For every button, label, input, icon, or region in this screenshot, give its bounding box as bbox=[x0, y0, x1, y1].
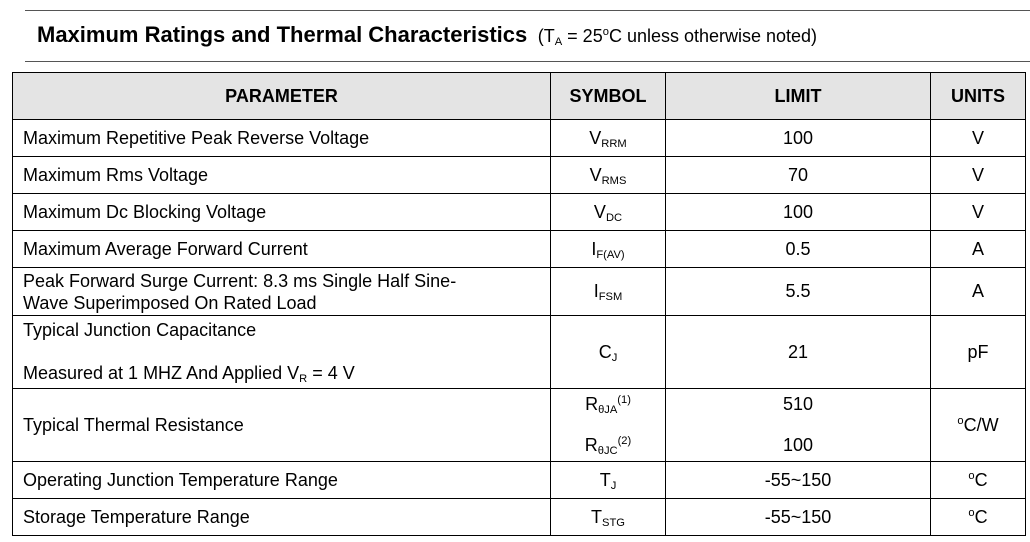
table-row bbox=[13, 462, 1026, 499]
unit-cell: pF bbox=[931, 316, 1026, 389]
table-row bbox=[13, 316, 1026, 389]
symbol-cell: $V_{RRM}$ bbox=[551, 120, 666, 157]
limit-cell: 100 bbox=[666, 120, 931, 157]
param-cell: Operating Junction Temperature Range bbox=[13, 462, 551, 499]
limit-cell: 5.5 bbox=[666, 268, 931, 316]
unit-cell: V bbox=[931, 194, 1026, 231]
symbol-cell: $I_{FSM}$ bbox=[551, 268, 666, 316]
table-row bbox=[13, 194, 1026, 231]
unit-cell: A bbox=[931, 268, 1026, 316]
limit-cell: 70 bbox=[666, 157, 931, 194]
unit-cell: $^o$C bbox=[931, 462, 1026, 499]
param-cell: Storage Temperature Range bbox=[13, 499, 551, 536]
header-units: UNITS bbox=[931, 73, 1026, 120]
symbol-cell: $R_{\theta JA}^{(1)}$ $R_{\theta JC}^{(2)}$ bbox=[551, 389, 666, 462]
symbol-cell: $T_J$ bbox=[551, 462, 666, 499]
symbol-cell: $V_{DC}$ bbox=[551, 194, 666, 231]
param-cell: Maximum Rms Voltage bbox=[13, 157, 551, 194]
header-parameter: PARAMETER bbox=[13, 73, 551, 120]
unit-cell: $^o$C bbox=[931, 499, 1026, 536]
title-condition-note: ($T_A = 25^oC$ unless otherwise noted) bbox=[537, 25, 818, 49]
table-header-row bbox=[13, 73, 1026, 120]
symbol-cell: $I_{F(AV)}$ bbox=[551, 231, 666, 268]
symbol-cell: $C_J$ bbox=[551, 316, 666, 389]
param-cell: Typical Junction Capacitance Measured at 1 MHZ And Applied $V_R = 4$ V bbox=[13, 316, 551, 389]
header-limit: LIMIT bbox=[666, 73, 931, 120]
limit-cell: -55~150 bbox=[666, 462, 931, 499]
param-cell: Typical Thermal Resistance bbox=[13, 389, 551, 462]
unit-cell: V bbox=[931, 157, 1026, 194]
limit-cell: 100 bbox=[666, 194, 931, 231]
limit-cell: 0.5 bbox=[666, 231, 931, 268]
unit-cell: V bbox=[931, 120, 1026, 157]
title-bottom-rule bbox=[25, 61, 1030, 62]
table-row bbox=[13, 157, 1026, 194]
symbol-cell: $T_{STG}$ bbox=[551, 499, 666, 536]
table-row bbox=[13, 120, 1026, 157]
title-main: Maximum Ratings and Thermal Characteristics bbox=[37, 22, 528, 47]
section-title bbox=[37, 22, 817, 48]
param-cell: Peak Forward Surge Current: 8.3 ms Single Half Sine- Wave Superimposed On Rated Load bbox=[13, 268, 551, 316]
symbol-cell: $V_{RMS}$ bbox=[551, 157, 666, 194]
table-row bbox=[13, 231, 1026, 268]
limit-cell: -55~150 bbox=[666, 499, 931, 536]
unit-cell: $^o$C/W bbox=[931, 389, 1026, 462]
table-row bbox=[13, 389, 1026, 462]
limit-cell: 510 100 bbox=[666, 389, 931, 462]
ratings-table bbox=[12, 72, 1026, 536]
title-top-rule bbox=[25, 10, 1030, 11]
param-cell: Maximum Average Forward Current bbox=[13, 231, 551, 268]
table-row bbox=[13, 268, 1026, 316]
header-symbol: SYMBOL bbox=[551, 73, 666, 120]
param-cell: Maximum Dc Blocking Voltage bbox=[13, 194, 551, 231]
table-row bbox=[13, 499, 1026, 536]
unit-cell: A bbox=[931, 231, 1026, 268]
limit-cell: 21 bbox=[666, 316, 931, 389]
param-cell: Maximum Repetitive Peak Reverse Voltage bbox=[13, 120, 551, 157]
